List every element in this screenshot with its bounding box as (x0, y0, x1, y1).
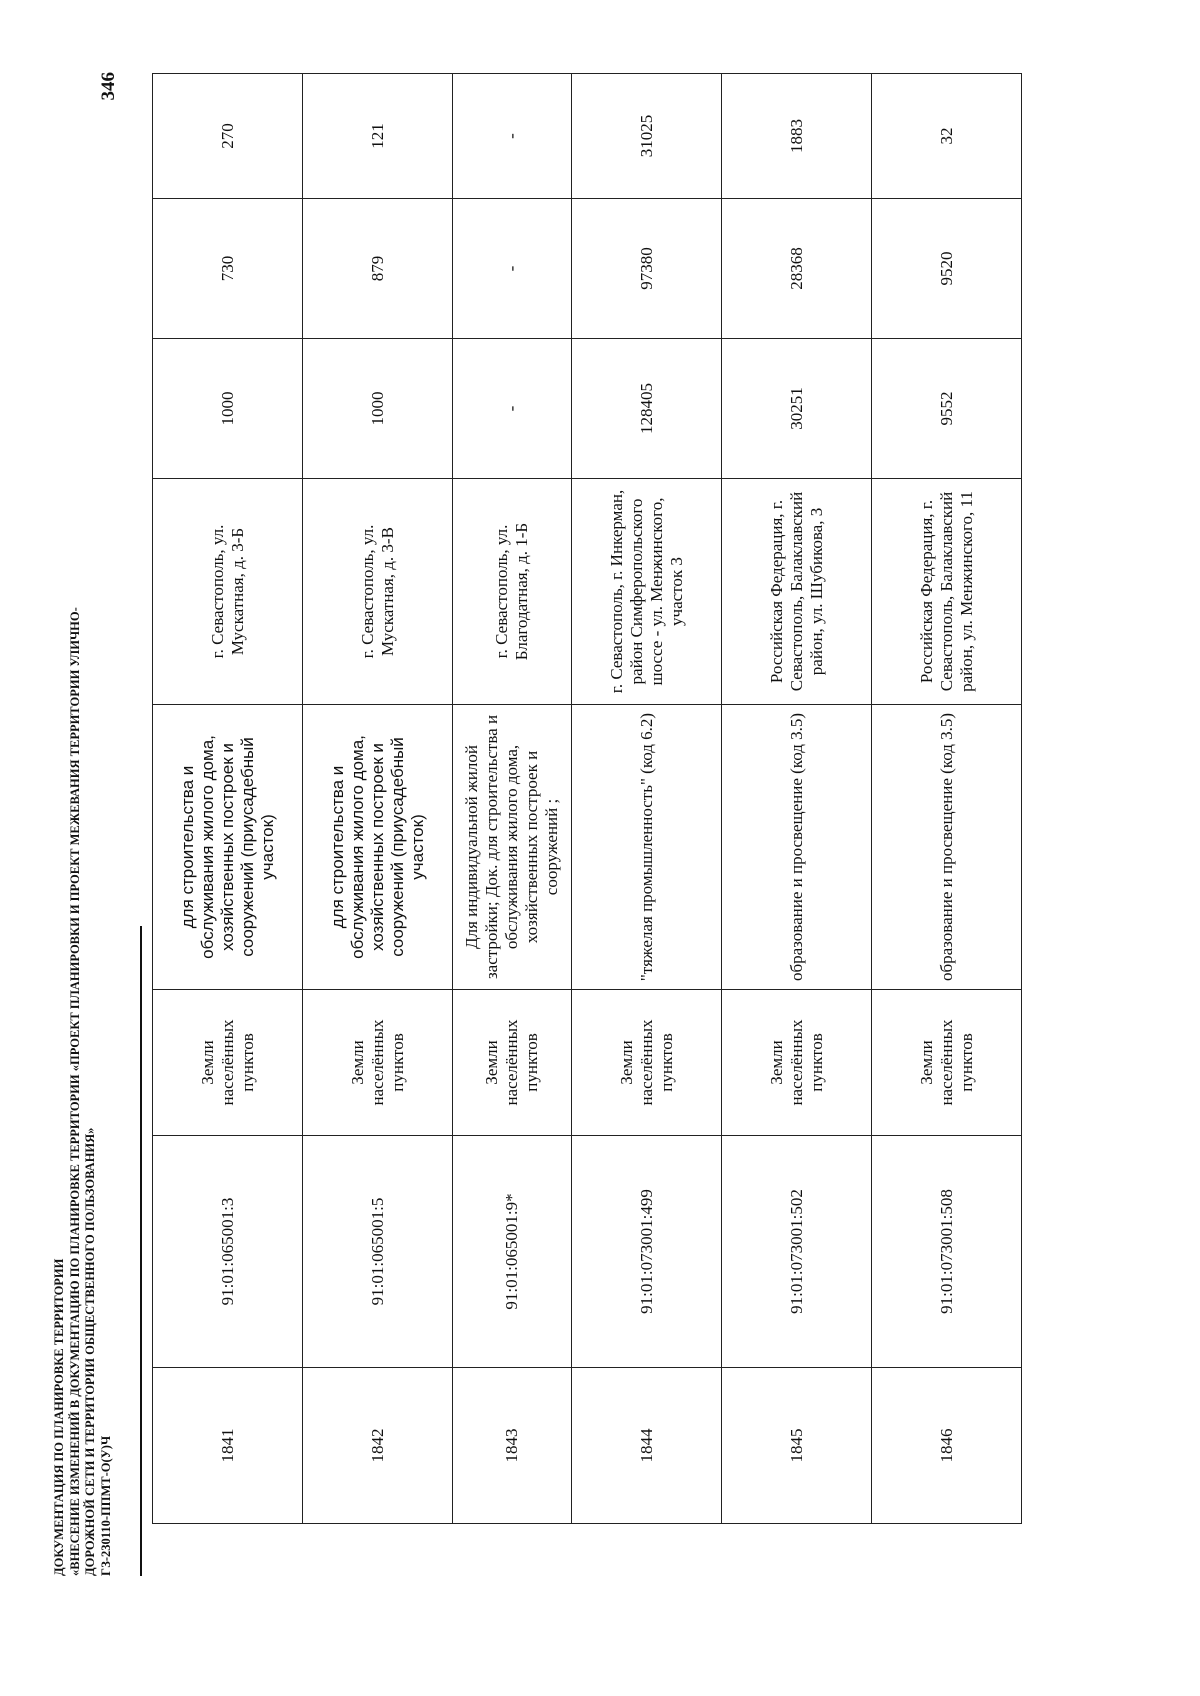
header-line: ГЗ-230110-ППМТ-О(У)Ч (98, 1435, 113, 1576)
row-number: 1841 (153, 1368, 303, 1524)
land-plots-table (152, 73, 1022, 1524)
table-row (872, 74, 1022, 1524)
area-b: 31025 (572, 74, 722, 199)
header-line: ДОРОЖНОЙ СЕТИ И ТЕРРИТОРИИ ОБЩЕСТВЕННОГО ПОЛЬЗОВАНИЯ» (83, 1127, 97, 1576)
area-a: 879 (303, 199, 453, 339)
area-total: 30251 (722, 339, 872, 479)
row-number: 1844 (572, 1368, 722, 1524)
table-row (722, 74, 872, 1524)
permitted-use: образование и просвещение (код 3.5) (872, 705, 1022, 990)
land-category: Земли населённых пунктов (572, 990, 722, 1136)
area-total: - (453, 339, 572, 479)
header-line: «ВНЕСЕНИЕ ИЗМЕНЕНИЙ В ДОКУМЕНТАЦИЮ ПО ПЛАНИРОВКЕ ТЕРРИТОРИИ «ПРОЕКТ ПЛАНИРОВКИ И ПРОЕКТ МЕЖЕВАНИЯ ТЕРРИТОРИИ УЛИЧНО- (67, 607, 82, 1576)
cadastral-number: 91:01:073001:502 (722, 1136, 872, 1368)
cadastral-number: 91:01:065001:9* (453, 1136, 572, 1368)
area-b: 270 (153, 74, 303, 199)
area-total: 1000 (303, 339, 453, 479)
area-a: - (453, 199, 572, 339)
table-row (303, 74, 453, 1524)
area-b: - (453, 74, 572, 199)
cadastral-number: 91:01:065001:5 (303, 1136, 453, 1368)
permitted-use: "тяжелая промышленность" (код 6.2) (572, 705, 722, 990)
address: Российская Федерация, г. Севастополь, Балаклавский район, ул. Шубикова, 3 (722, 479, 872, 705)
address: г. Севастополь, ул. Мускатная, д. 3-В (303, 479, 453, 705)
address: г. Севастополь, г. Инкерман, район Симферопольского шоссе - ул. Менжинского, участок 3 (572, 479, 722, 705)
cadastral-number: 91:01:073001:499 (572, 1136, 722, 1368)
document-header (52, 426, 114, 1576)
page-number: 346 (98, 72, 119, 101)
area-b: 121 (303, 74, 453, 199)
land-category: Земли населённых пунктов (453, 990, 572, 1136)
cadastral-number: 91:01:065001:3 (153, 1136, 303, 1368)
row-number: 1842 (303, 1368, 453, 1524)
row-number: 1846 (872, 1368, 1022, 1524)
area-total: 1000 (153, 339, 303, 479)
area-b: 1883 (722, 74, 872, 199)
area-a: 9520 (872, 199, 1022, 339)
land-category: Земли населённых пунктов (153, 990, 303, 1136)
cadastral-number: 91:01:073001:508 (872, 1136, 1022, 1368)
area-total: 9552 (872, 339, 1022, 479)
address: г. Севастополь, ул. Мускатная, д. 3-Б (153, 479, 303, 705)
permitted-use: Для индивидуальной жилой застройки; Док. для строительства и обслуживания жилого дома, хозяйственных построек и сооружений ; (453, 705, 572, 990)
permitted-use: образование и просвещение (код 3.5) (722, 705, 872, 990)
area-b: 32 (872, 74, 1022, 199)
header-rule (140, 926, 142, 1576)
table-row (572, 74, 722, 1524)
land-category: Земли населённых пунктов (872, 990, 1022, 1136)
address: Российская Федерация, г. Севастополь, Балаклавский район, ул. Менжинского, 11 (872, 479, 1022, 705)
address: г. Севастополь, ул. Благодатная, д. 1-Б (453, 479, 572, 705)
area-a: 28368 (722, 199, 872, 339)
header-line: ДОКУМЕНТАЦИЯ ПО ПЛАНИРОВКЕ ТЕРРИТОРИИ (52, 1258, 66, 1576)
area-a: 97380 (572, 199, 722, 339)
permitted-use: для строительства и обслуживания жилого дома, хозяйственных построек и сооружений (приусадебный участок) (153, 705, 303, 990)
land-category: Земли населённых пунктов (303, 990, 453, 1136)
land-category: Земли населённых пунктов (722, 990, 872, 1136)
row-number: 1843 (453, 1368, 572, 1524)
permitted-use: для строительства и обслуживания жилого дома, хозяйственных построек и сооружений (приусадебный участок) (303, 705, 453, 990)
table-row (453, 74, 572, 1524)
table-row (153, 74, 303, 1524)
row-number: 1845 (722, 1368, 872, 1524)
area-total: 128405 (572, 339, 722, 479)
area-a: 730 (153, 199, 303, 339)
